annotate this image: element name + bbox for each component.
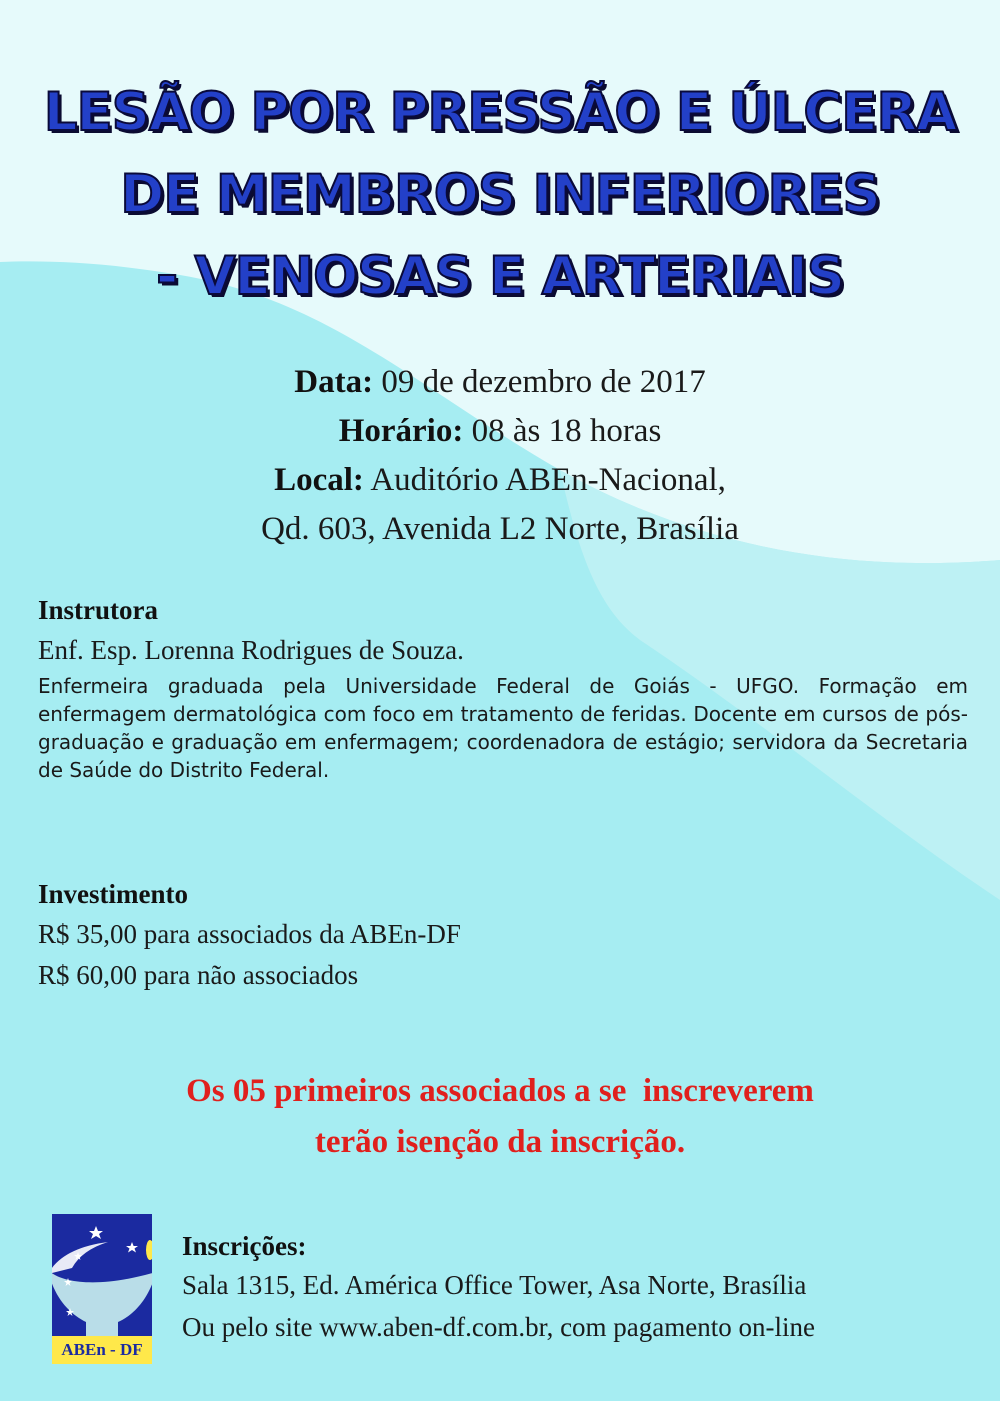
instructor-section	[38, 590, 968, 784]
place-label: Local:	[274, 462, 364, 498]
price-members: R$ 35,00 para associados da ABEn-DF	[38, 919, 461, 949]
event-details	[0, 358, 1000, 554]
registration-heading: Inscrições:	[182, 1231, 307, 1261]
time-label: Horário:	[338, 413, 464, 449]
investment-heading: Investimento	[38, 879, 188, 909]
date-label: Data:	[294, 364, 374, 400]
registration-section	[182, 1228, 982, 1348]
aben-df-logo-icon	[52, 1214, 152, 1336]
place-value: Auditório ABEn-Nacional,	[370, 462, 726, 498]
registration-location: Sala 1315, Ed. América Office Tower, Asa Norte, Brasília	[182, 1270, 807, 1300]
time-row	[0, 407, 1000, 456]
instructor-bio: Enfermeira graduada pela Universidade Federal de Goiás - UFGO. Formação em enfermagem dermatológica com foco em tratamento de feridas. Docente em cursos de pós-graduação e graduação em enfermagem; coordenadora de estágio; servidora da Secretaria de Saúde do Distrito Federal.	[38, 674, 968, 782]
date-row	[0, 358, 1000, 407]
aben-df-logo	[52, 1214, 152, 1364]
place-row	[0, 456, 1000, 505]
instructor-name: Enf. Esp. Lorenna Rodrigues de Souza.	[38, 635, 464, 665]
address-line: Qd. 603, Avenida L2 Norte, Brasília	[261, 511, 739, 547]
title-line-1: LESÃO POR PRESSÃO E ÚLCERA	[43, 82, 957, 143]
title-line-3: - VENOSAS E ARTERIAIS	[156, 246, 844, 307]
registration-online: Ou pelo site www.aben-df.com.br, com pagamento on-line	[182, 1312, 815, 1342]
promo-notice	[0, 1066, 1000, 1168]
investment-section	[38, 874, 938, 996]
promo-line-1: Os 05 primeiros associados a se inscreverem	[186, 1073, 814, 1109]
promo-line-2: terão isenção da inscrição.	[314, 1124, 686, 1160]
title-line-2: DE MEMBROS INFERIORES	[120, 164, 880, 225]
event-title	[0, 72, 1000, 318]
logo-text: ABEn - DF	[52, 1336, 152, 1364]
price-non-members: R$ 60,00 para não associados	[38, 960, 359, 990]
instructor-heading: Instrutora	[38, 595, 158, 625]
time-value: 08 às 18 horas	[471, 413, 662, 449]
date-value: 09 de dezembro de 2017	[381, 364, 706, 400]
